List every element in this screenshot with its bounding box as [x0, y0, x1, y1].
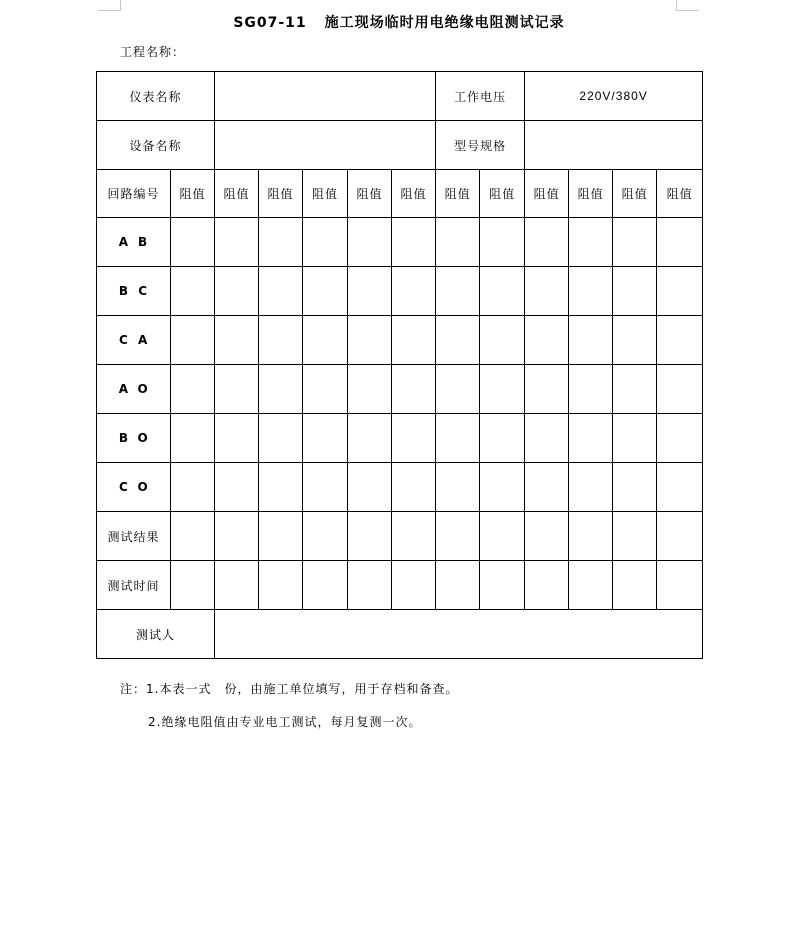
form-title: 施工现场临时用电绝缘电阻测试记录 — [324, 15, 565, 31]
value-cell[interactable] — [480, 463, 525, 512]
phase-b: A — [137, 333, 149, 347]
phase-label — [97, 365, 171, 414]
tester-value-cell[interactable] — [215, 610, 703, 659]
header-row — [97, 170, 703, 218]
value-cell[interactable] — [525, 561, 569, 610]
test-result-label: 测试结果 — [97, 512, 171, 561]
value-cell[interactable] — [303, 316, 348, 365]
phase-b: C — [138, 284, 148, 298]
document-title — [0, 12, 798, 32]
value-cell[interactable] — [259, 414, 303, 463]
value-cell[interactable] — [171, 512, 215, 561]
value-cell[interactable] — [436, 512, 480, 561]
value-cell[interactable] — [348, 512, 392, 561]
value-cell[interactable] — [657, 365, 703, 414]
value-cell[interactable] — [348, 218, 392, 267]
value-cell[interactable] — [303, 218, 348, 267]
value-cell[interactable] — [569, 365, 613, 414]
value-cell[interactable] — [215, 561, 259, 610]
value-cell[interactable] — [613, 267, 657, 316]
value-cell[interactable] — [525, 365, 569, 414]
phase-row-bo — [97, 414, 703, 463]
value-cell[interactable] — [613, 463, 657, 512]
test-result-row — [97, 512, 703, 561]
phase-b: O — [137, 480, 149, 494]
phase-b: O — [137, 382, 149, 396]
value-cell[interactable] — [215, 365, 259, 414]
value-cell[interactable] — [303, 365, 348, 414]
phase-label — [97, 267, 171, 316]
value-cell[interactable] — [215, 463, 259, 512]
value-cell[interactable] — [657, 267, 703, 316]
value-cell[interactable] — [215, 512, 259, 561]
value-cell[interactable] — [613, 512, 657, 561]
value-cell[interactable] — [171, 414, 215, 463]
phase-b: B — [138, 235, 149, 249]
instrument-value-cell[interactable] — [215, 72, 436, 121]
value-cell[interactable] — [525, 512, 569, 561]
value-cell[interactable] — [436, 316, 480, 365]
value-cell[interactable] — [171, 316, 215, 365]
phase-label — [97, 463, 171, 512]
value-cell[interactable] — [348, 267, 392, 316]
value-cell[interactable] — [215, 316, 259, 365]
value-cell[interactable] — [657, 316, 703, 365]
value-cell[interactable] — [436, 463, 480, 512]
value-cell[interactable] — [259, 463, 303, 512]
value-cell[interactable] — [569, 561, 613, 610]
test-time-row — [97, 561, 703, 610]
value-cell[interactable] — [569, 267, 613, 316]
resistance-header: 阻值 — [480, 170, 525, 218]
phase-a: C — [119, 480, 129, 494]
notes — [120, 673, 458, 739]
value-cell[interactable] — [480, 267, 525, 316]
value-cell[interactable] — [259, 512, 303, 561]
value-cell[interactable] — [613, 561, 657, 610]
note-line-1: 注：1.本表一式 份，由施工单位填写，用于存档和备查。 — [120, 682, 459, 696]
phase-row-ao — [97, 365, 703, 414]
value-cell[interactable] — [348, 316, 392, 365]
resistance-test-table — [96, 71, 703, 659]
value-cell[interactable] — [259, 316, 303, 365]
value-cell[interactable] — [525, 414, 569, 463]
value-cell[interactable] — [436, 267, 480, 316]
value-cell[interactable] — [303, 267, 348, 316]
value-cell[interactable] — [657, 512, 703, 561]
value-cell[interactable] — [303, 414, 348, 463]
model-label: 型号规格 — [436, 121, 525, 170]
value-cell[interactable] — [657, 414, 703, 463]
value-cell[interactable] — [392, 512, 436, 561]
instrument-row — [97, 72, 703, 121]
phase-a: B — [118, 431, 129, 445]
value-cell[interactable] — [259, 267, 303, 316]
phase-row-ab — [97, 218, 703, 267]
value-cell[interactable] — [657, 561, 703, 610]
resistance-header: 阻值 — [171, 170, 215, 218]
value-cell[interactable] — [171, 561, 215, 610]
value-cell[interactable] — [348, 561, 392, 610]
resistance-header: 阻值 — [613, 170, 657, 218]
value-cell[interactable] — [215, 218, 259, 267]
value-cell[interactable] — [436, 365, 480, 414]
value-cell[interactable] — [436, 414, 480, 463]
value-cell[interactable] — [480, 316, 525, 365]
resistance-header: 阻值 — [569, 170, 613, 218]
value-cell[interactable] — [480, 512, 525, 561]
value-cell[interactable] — [569, 414, 613, 463]
value-cell[interactable] — [392, 414, 436, 463]
note-line-2: 2.绝缘电阻值由专业电工测试，每月复测一次。 — [148, 715, 422, 729]
voltage-value[interactable]: 220V/380V — [525, 72, 703, 121]
value-cell[interactable] — [569, 512, 613, 561]
value-cell[interactable] — [569, 218, 613, 267]
value-cell[interactable] — [215, 267, 259, 316]
value-cell[interactable] — [613, 316, 657, 365]
value-cell[interactable] — [657, 218, 703, 267]
value-cell[interactable] — [525, 463, 569, 512]
value-cell[interactable] — [480, 218, 525, 267]
value-cell[interactable] — [171, 365, 215, 414]
value-cell[interactable] — [480, 365, 525, 414]
value-cell[interactable] — [392, 218, 436, 267]
value-cell[interactable] — [215, 414, 259, 463]
value-cell[interactable] — [525, 316, 569, 365]
phase-a: A — [118, 382, 130, 396]
value-cell[interactable] — [171, 267, 215, 316]
value-cell[interactable] — [392, 316, 436, 365]
value-cell[interactable] — [569, 316, 613, 365]
phase-b: O — [137, 431, 149, 445]
value-cell[interactable] — [613, 414, 657, 463]
value-cell[interactable] — [525, 267, 569, 316]
value-cell[interactable] — [525, 218, 569, 267]
value-cell[interactable] — [171, 463, 215, 512]
phase-a: B — [118, 284, 129, 298]
crop-mark-top-left — [98, 0, 121, 11]
phase-row-bc — [97, 267, 703, 316]
value-cell[interactable] — [657, 463, 703, 512]
value-cell[interactable] — [480, 561, 525, 610]
voltage-label: 工作电压 — [436, 72, 525, 121]
value-cell[interactable] — [303, 561, 348, 610]
instrument-label: 仪表名称 — [97, 72, 215, 121]
phase-label — [97, 218, 171, 267]
phase-label — [97, 414, 171, 463]
resistance-header: 阻值 — [215, 170, 259, 218]
value-cell[interactable] — [480, 414, 525, 463]
equipment-label: 设备名称 — [97, 121, 215, 170]
value-cell[interactable] — [613, 218, 657, 267]
resistance-header: 阻值 — [436, 170, 480, 218]
project-name-label: 工程名称： — [120, 45, 186, 59]
value-cell[interactable] — [569, 463, 613, 512]
value-cell[interactable] — [348, 414, 392, 463]
resistance-header: 阻值 — [392, 170, 436, 218]
resistance-header: 阻值 — [348, 170, 392, 218]
value-cell[interactable] — [392, 463, 436, 512]
value-cell[interactable] — [348, 365, 392, 414]
resistance-header: 阻值 — [657, 170, 703, 218]
phase-a: C — [119, 333, 129, 347]
phase-row-ca — [97, 316, 703, 365]
value-cell[interactable] — [436, 218, 480, 267]
loop-number-header: 回路编号 — [97, 170, 171, 218]
value-cell[interactable] — [303, 463, 348, 512]
phase-label — [97, 316, 171, 365]
value-cell[interactable] — [392, 365, 436, 414]
model-value-cell[interactable] — [525, 121, 703, 170]
resistance-header: 阻值 — [259, 170, 303, 218]
tester-label: 测试人 — [97, 610, 215, 659]
value-cell[interactable] — [392, 561, 436, 610]
phase-a: A — [118, 235, 130, 249]
test-time-label: 测试时间 — [97, 561, 171, 610]
resistance-header: 阻值 — [525, 170, 569, 218]
resistance-header: 阻值 — [303, 170, 348, 218]
form-code: SG07-11 — [233, 15, 307, 31]
value-cell[interactable] — [392, 267, 436, 316]
value-cell[interactable] — [259, 365, 303, 414]
value-cell[interactable] — [259, 561, 303, 610]
crop-mark-top-right — [676, 0, 699, 11]
value-cell[interactable] — [303, 512, 348, 561]
value-cell[interactable] — [436, 561, 480, 610]
phase-row-co — [97, 463, 703, 512]
value-cell[interactable] — [348, 463, 392, 512]
value-cell[interactable] — [613, 365, 657, 414]
equipment-value-cell[interactable] — [215, 121, 436, 170]
value-cell[interactable] — [259, 218, 303, 267]
value-cell[interactable] — [171, 218, 215, 267]
tester-row — [97, 610, 703, 659]
equipment-row — [97, 121, 703, 170]
